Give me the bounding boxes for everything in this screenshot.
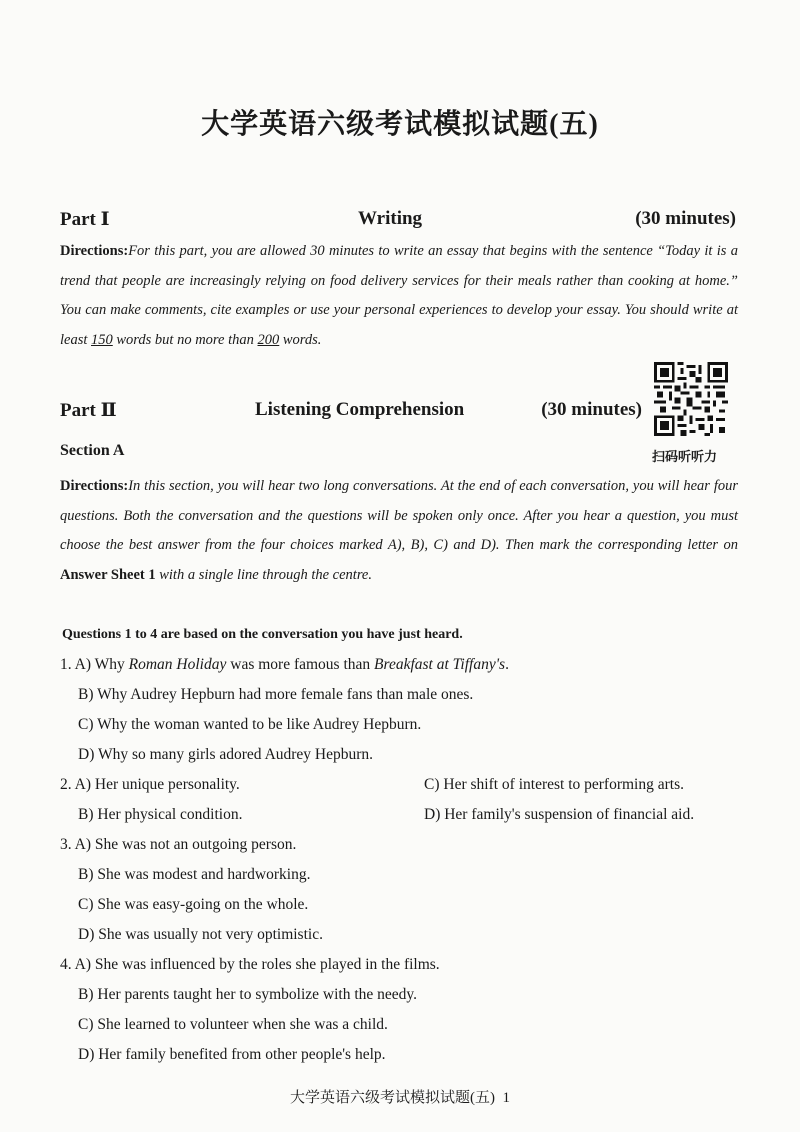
- option-text: She was usually not very optimistic.: [98, 926, 323, 943]
- option-letter: A): [74, 836, 92, 853]
- option-4d: [78, 1046, 386, 1064]
- option-letter: D): [424, 806, 441, 823]
- option-text: She learned to volunteer when she was a child.: [97, 1016, 388, 1033]
- page-footer: [0, 1086, 800, 1107]
- option-4a: [60, 956, 440, 974]
- option-1d: [78, 746, 373, 764]
- option-letter: A): [74, 656, 92, 673]
- part2-directions-label: Directions:: [60, 478, 129, 494]
- option-letter: B): [78, 686, 94, 703]
- option-text: Her shift of interest to performing arts.: [443, 776, 684, 793]
- option-letter: C): [78, 1016, 94, 1033]
- option-3a: [60, 836, 296, 854]
- page-title: 大学英语六级考试模拟试题(五): [201, 109, 599, 140]
- option-text: was more famous than: [226, 656, 375, 673]
- part2-directions: [60, 472, 738, 591]
- option-text: Why Audrey Hepburn had more female fans than male ones.: [97, 686, 474, 703]
- option-4b: [78, 986, 417, 1004]
- part1-directions-text-3: words.: [279, 332, 322, 349]
- option-letter: B): [78, 866, 94, 883]
- option-letter: A): [74, 776, 92, 793]
- option-letter: A): [74, 956, 92, 973]
- part1-name: Writing: [358, 208, 423, 229]
- part2-label: Part Ⅱ: [60, 400, 117, 421]
- question-note: Questions 1 to 4 are based on the conversation you have just heard.: [62, 627, 463, 642]
- max-words: 200: [257, 332, 280, 349]
- option-letter: D): [78, 746, 95, 763]
- option-2a: [60, 776, 240, 794]
- option-text: Why so many girls adored Audrey Hepburn.: [97, 746, 374, 763]
- option-text: She was not an outgoing person.: [94, 836, 297, 853]
- option-text: Her physical condition.: [97, 806, 243, 823]
- footer-title: 大学英语六级考试模拟试题(五): [290, 1090, 495, 1106]
- option-4c: [78, 1016, 388, 1034]
- option-text: She was easy-going on the whole.: [97, 896, 309, 913]
- qr-code-icon[interactable]: [654, 362, 728, 436]
- part1-label: Part Ⅰ: [60, 209, 110, 230]
- page-number: 1: [502, 1090, 510, 1106]
- question-number: 4.: [60, 956, 72, 973]
- min-words: 150: [91, 332, 113, 349]
- option-3c: [78, 896, 308, 914]
- part1-header: [60, 208, 736, 234]
- film-title: Breakfast at Tiffany's: [374, 656, 506, 673]
- part1-directions-label: Directions:: [60, 243, 129, 259]
- option-letter: C): [78, 716, 94, 733]
- option-letter: C): [78, 896, 94, 913]
- option-2c: [424, 776, 684, 794]
- option-text: Her family's suspension of financial aid.: [444, 806, 695, 823]
- part2-time: (30 minutes): [541, 399, 642, 420]
- question-number: 2.: [60, 776, 72, 793]
- question-1: [60, 656, 509, 674]
- part1-directions-text-2: words but no more than: [112, 332, 258, 349]
- question-number: 3.: [60, 836, 72, 853]
- option-letter: C): [424, 776, 440, 793]
- option-text: She was influenced by the roles she played in the films.: [94, 956, 440, 973]
- option-3d: [78, 926, 323, 944]
- option-text: Why: [94, 656, 129, 673]
- option-2b: [78, 806, 242, 824]
- answer-sheet-ref: Answer Sheet 1: [60, 567, 156, 584]
- question-number: 1.: [60, 656, 72, 673]
- option-text: Her family benefited from other people's help.: [98, 1046, 386, 1063]
- option-2d: [424, 806, 694, 824]
- part2-name: Listening Comprehension: [255, 399, 465, 420]
- qr-label: 扫码听听力: [652, 450, 718, 465]
- part1-time: (30 minutes): [635, 208, 736, 229]
- option-letter: B): [78, 986, 94, 1003]
- option-text: Her parents taught her to symbolize with the needy.: [97, 986, 418, 1003]
- option-1c: [78, 716, 421, 734]
- option-text: Why the woman wanted to be like Audrey Hepburn.: [97, 716, 422, 733]
- option-text: She was modest and hardworking.: [97, 866, 311, 883]
- option-3b: [78, 866, 310, 884]
- part1-directions: [60, 237, 738, 356]
- part2-header: [60, 399, 642, 425]
- part1-directions-text: For this part, you are allowed 30 minutes to write an essay that begins with the sentence “Today it is a trend that people are increasingly relying on food delivery services for their meals rather than cooking at home.” You can make comments, cite examples or use your personal experiences to develop your essay. You should write at least: [60, 243, 738, 349]
- part2-directions-text-2: with a single line through the centre.: [155, 567, 372, 584]
- section-a-heading: Section A: [60, 442, 125, 459]
- option-text: Her unique personality.: [94, 776, 240, 793]
- option-1b: [78, 686, 473, 704]
- film-title: Roman Holiday: [128, 656, 227, 673]
- option-text: .: [505, 656, 509, 673]
- option-letter: D): [78, 926, 95, 943]
- option-letter: D): [78, 1046, 95, 1063]
- part2-directions-text: In this section, you will hear two long conversations. At the end of each conversation, you will hear four questions. Both the conversation and the questions will be spoken only once. After you hear a question, you must choose the best answer from the four choices marked A), B), C) and D). Then mark the corresponding letter on: [60, 478, 738, 554]
- option-letter: B): [78, 806, 94, 823]
